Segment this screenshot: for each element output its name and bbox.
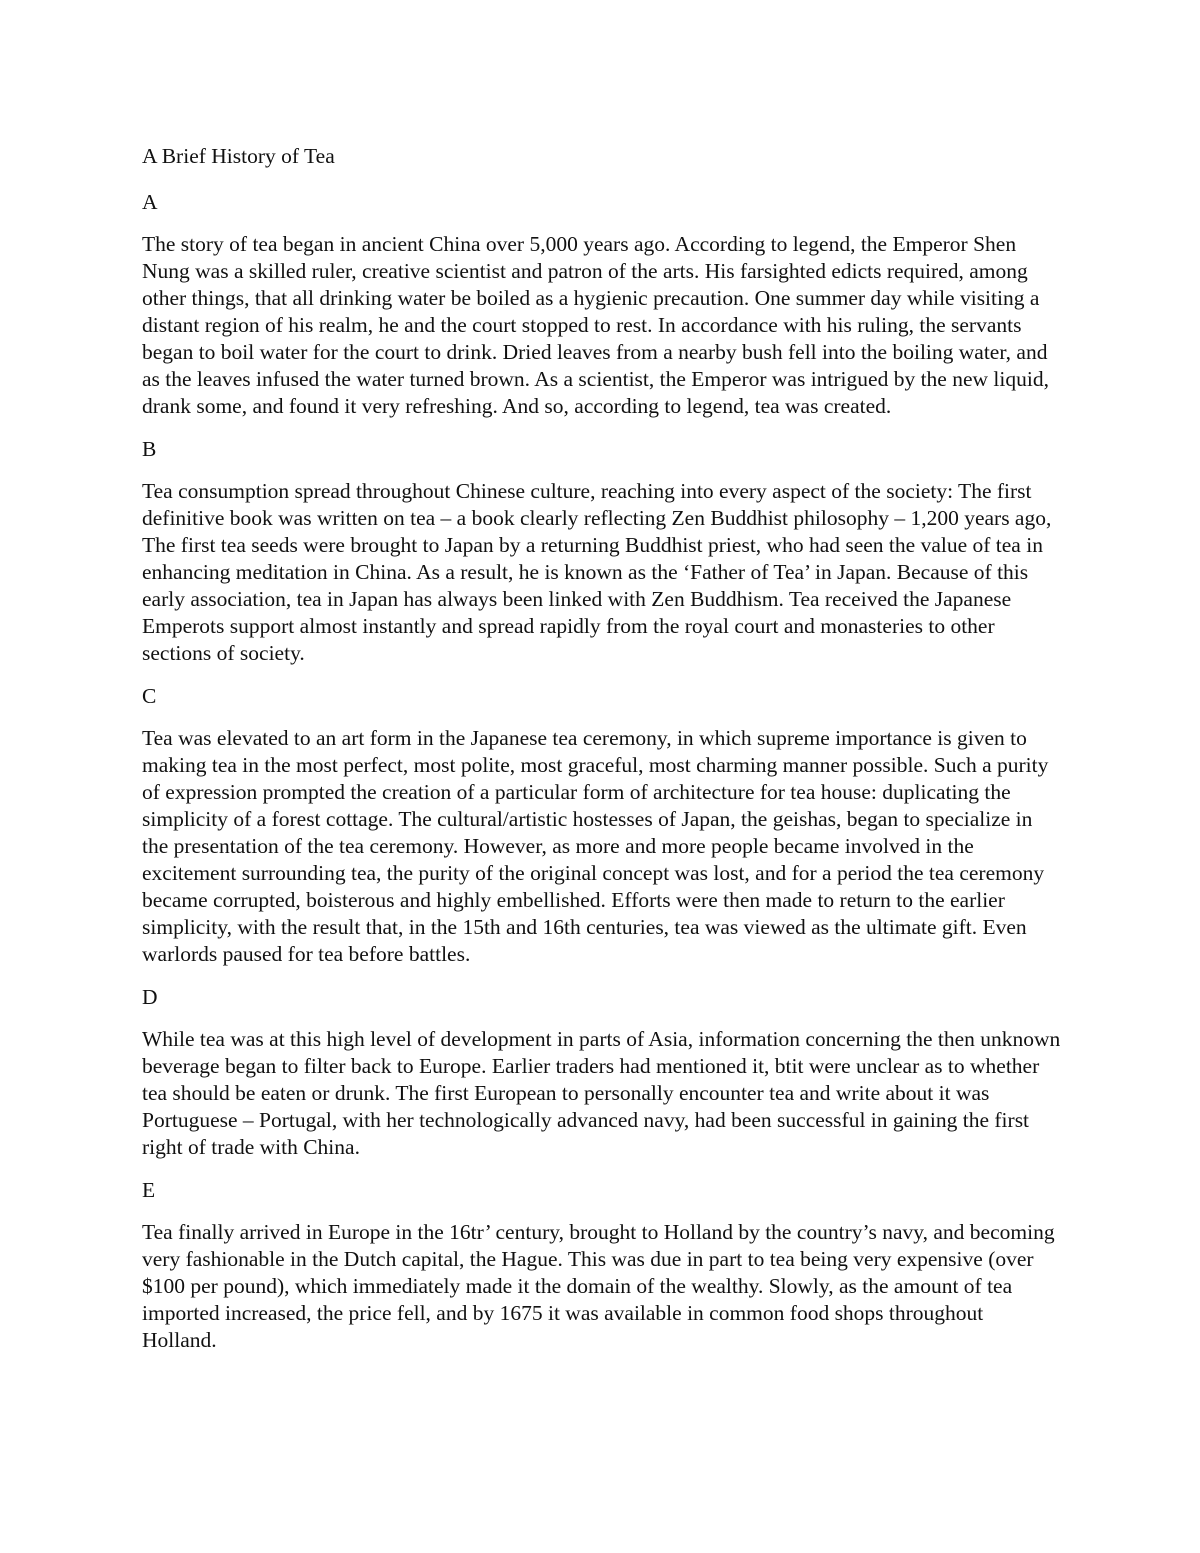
section-paragraph: Tea finally arrived in Europe in the 16tr’ century, brought to Holland by the country’s navy, and becoming very fashionable in the Dutch capital, the Hague. This was due in part to tea being very expensive (over $100 per pound), which immediately made it the domain of the wealthy. Slowly, as the amount of tea imported increased, the price fell, and by 1675 it was available in common food shops throughout Holland. bbox=[142, 1220, 1055, 1352]
section-paragraph: Tea consumption spread throughout Chinese culture, reaching into every aspect of the society: The first definitive book was written on tea – a book clearly reflecting Zen Buddhist philosophy – 1,200 years ago, The first tea seeds were brought to Japan by a returning Buddhist priest, who had seen the value of tea in enhancing meditation in China. As a result, he is known as the ‘Father of Tea’ in Japan. Because of this early association, tea in Japan has always been linked with Zen Buddhism. Tea received the Japanese Emperots support almost instantly and spread rapidly from the royal court and monasteries to other sections of society. bbox=[142, 479, 1052, 665]
section-d bbox=[142, 981, 1062, 1161]
section-letter: A bbox=[142, 190, 158, 214]
document-title: A Brief History of Tea bbox=[142, 144, 335, 168]
section-paragraph: While tea was at this high level of development in parts of Asia, information concerning the then unknown beverage began to filter back to Europe. Earlier traders had mentioned it, btit were unclear as to whether tea should be eaten or drunk. The first European to personally encounter tea and write about it was Portuguese – Portugal, with her technologically advanced navy, had been successful in gaining the first right of trade with China. bbox=[142, 1027, 1061, 1159]
document-page bbox=[142, 140, 1062, 1367]
section-letter: B bbox=[142, 437, 157, 461]
section-letter: D bbox=[142, 985, 158, 1009]
section-a bbox=[142, 186, 1062, 420]
section-letter: C bbox=[142, 684, 157, 708]
section-paragraph: Tea was elevated to an art form in the Japanese tea ceremony, in which supreme importance is given to making tea in the most perfect, most polite, most graceful, most charming manner possible. Such a purity of expression prompted the creation of a particular form of architecture for tea house: duplicating the simplicity of a forest cottage. The cultural/artistic hostesses of Japan, the geishas, began to specialize in the presentation of the tea ceremony. However, as more and more people became involved in the excitement surrounding tea, the purity of the original concept was lost, and for a period the tea ceremony became corrupted, boisterous and highly embellished. Efforts were then made to return to the earlier simplicity, with the result that, in the 15th and 16th centuries, tea was viewed as the ultimate gift. Even warlords paused for tea before battles. bbox=[142, 726, 1049, 966]
section-c bbox=[142, 680, 1062, 968]
section-letter: E bbox=[142, 1178, 156, 1202]
section-paragraph: The story of tea began in ancient China over 5,000 years ago. According to legend, the Emperor Shen Nung was a skilled ruler, creative scientist and patron of the arts. His farsighted edicts required, among other things, that all drinking water be boiled as a hygienic precaution. One summer day while visiting a distant region of his realm, he and the court stopped to rest. In accordance with his ruling, the servants began to boil water for the court to drink. Dried leaves from a nearby bush fell into the boiling water, and as the leaves infused the water turned brown. As a scientist, the Emperor was intrigued by the new liquid, drank some, and found it very refreshing. And so, according to legend, tea was created. bbox=[142, 232, 1049, 418]
section-e bbox=[142, 1174, 1062, 1354]
section-b bbox=[142, 433, 1062, 667]
